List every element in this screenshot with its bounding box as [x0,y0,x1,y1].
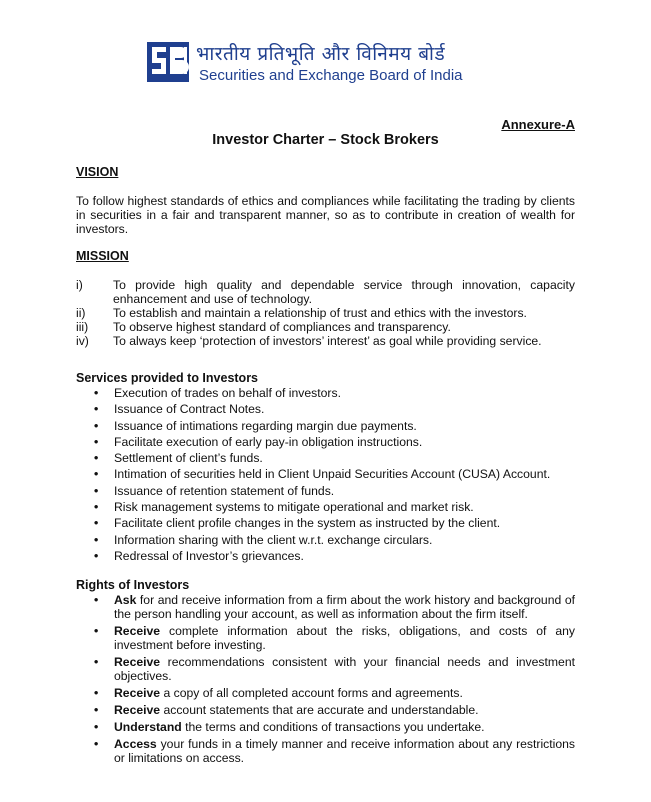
mission-number: iv) [76,334,89,348]
list-item [94,451,575,465]
list-item [94,624,575,652]
list-item [94,593,575,621]
list-item-text: Issuance of Contract Notes. [114,402,265,417]
right-keyword: Understand [114,720,182,734]
bullet: • [94,720,99,734]
mission-item [76,320,575,334]
bullet: • [94,655,99,669]
mission-item [76,306,575,320]
mission-item [76,278,575,306]
list-item-text: Redressal of Investor’s grievances. [114,548,304,563]
list-item [94,402,575,416]
list-item-text: Facilitate execution of early pay-in obligation instructions. [114,434,423,449]
right-keyword: Receive [114,686,161,700]
mission-text: To always keep ‘protection of investors’ interest’ as goal while providing service. [113,334,542,348]
annexure-label: Annexure-A [501,117,575,132]
list-item [94,467,575,481]
list-item-text: Settlement of client’s funds. [114,451,263,466]
bullet: • [94,451,99,466]
list-item [94,500,575,514]
list-item [94,703,575,717]
list-item-text: account statements that are accurate and understandable. [160,703,479,717]
list-item [94,533,575,547]
list-item-text: Intimation of securities held in Client Unpaid Securities Account (CUSA) Account. [114,467,551,482]
right-keyword: Receive [114,655,161,669]
bullet: • [94,593,99,607]
org-name-hindi: भारतीय प्रतिभूति और विनिमय बोर्ड [196,43,446,65]
org-name-english: Securities and Exchange Board of India [199,67,463,84]
list-item-text: your funds in a timely manner and receive information about any restrictions or limitations on access. [114,737,575,765]
list-item [94,720,575,734]
list-item [94,386,575,400]
list-item-text: recommendations consistent with your financial needs and investment objectives. [114,655,575,683]
list-item [94,516,575,530]
bullet: • [94,532,99,547]
list-item-text: the terms and conditions of transactions you undertake. [181,720,485,734]
list-item-text: Issuance of intimations regarding margin due payments. [114,418,417,433]
bullet: • [94,386,99,400]
mission-text: To observe highest standard of compliances and transparency. [113,320,451,334]
page-title: Investor Charter – Stock Brokers [212,132,439,148]
list-item-text: Information sharing with the client w.r.t. exchange circulars. [114,532,433,547]
mission-number: i) [76,278,83,292]
list-item-text: complete information about the risks, obligations, and costs of any investment before investing. [114,624,575,652]
list-item [94,549,575,563]
list-item [94,419,575,433]
mission-text: To establish and maintain a relationship of trust and ethics with the investors. [113,306,527,320]
bullet: • [94,402,99,417]
mission-heading: MISSION [76,249,129,263]
list-item-text: a copy of all completed account forms and agreements. [160,686,463,700]
bullet: • [94,624,99,638]
bullet: • [94,516,99,531]
list-item [94,655,575,683]
list-item [94,737,575,765]
list-item-text: Facilitate client profile changes in the system as instructed by the client. [114,516,501,531]
bullet: • [94,434,99,449]
bullet: • [94,737,99,751]
rights-heading: Rights of Investors [76,578,190,592]
services-list [94,386,575,563]
list-item-text: Issuance of retention statement of funds. [114,483,335,498]
bullet: • [94,548,99,563]
bullet: • [94,418,99,433]
list-item [94,686,575,700]
right-keyword: Ask [114,593,137,607]
mission-text: To provide high quality and dependable service through innovation, capacity enhancement and use of technology. [113,278,575,306]
list-item-text: Risk management systems to mitigate operational and market risk. [114,500,474,515]
mission-number: iii) [76,320,89,334]
list-item-text: Execution of trades on behalf of investors. [114,386,341,400]
mission-list [76,278,575,348]
right-keyword: Access [114,737,157,751]
vision-heading: VISION [76,165,119,179]
bullet: • [94,483,99,498]
mission-item [76,334,575,348]
bullet: • [94,703,99,717]
bullet: • [94,467,99,482]
bullet: • [94,500,99,515]
right-keyword: Receive [114,624,161,638]
mission-number: ii) [76,306,86,320]
list-item [94,435,575,449]
vision-text: To follow highest standards of ethics and compliances while facilitating the trading by clients in securities in a fair and transparent manner, so as to contribute in creation of wealth for investors. [76,194,575,236]
bullet: • [94,686,99,700]
rights-list [94,593,575,765]
services-heading: Services provided to Investors [76,371,259,385]
right-keyword: Receive [114,703,161,717]
list-item-text: for and receive information from a firm about the work history and background of the person handling your account, as well as information about the firm itself. [114,593,575,621]
list-item [94,484,575,498]
sebi-logo [147,42,189,82]
